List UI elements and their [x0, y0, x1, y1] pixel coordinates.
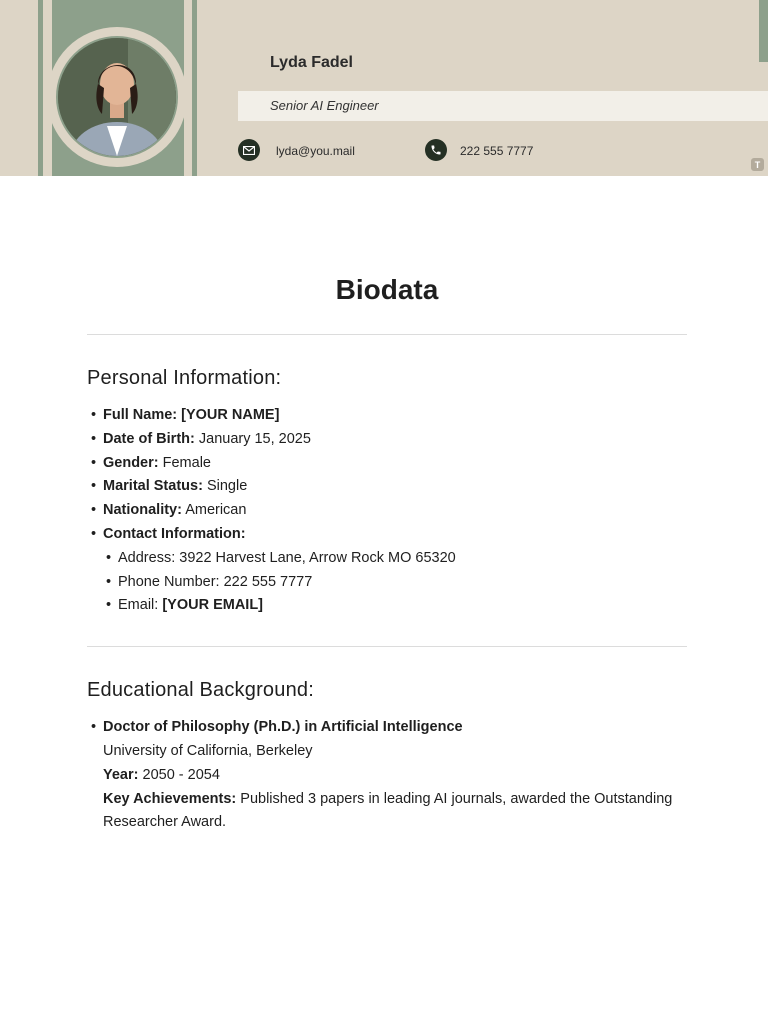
list-item: • Contact Information: • Address: 3922 Harvest Lane, Arrow Rock MO 65320 • Phone Number: 222 555 7777 • Email: [YOUR EMAIL] — [103, 523, 687, 618]
list-item: • Nationality: American — [103, 499, 687, 523]
list-item: • Full Name: [YOUR NAME] — [103, 404, 687, 428]
list-item: • Date of Birth: January 15, 2025 — [103, 428, 687, 452]
profile-photo — [56, 36, 178, 158]
decorative-stripe — [759, 0, 768, 62]
envelope-icon — [238, 139, 260, 161]
education-list — [87, 716, 687, 835]
template-badge-icon: T — [751, 158, 764, 171]
personal-info-list — [87, 404, 687, 618]
biodata-content — [87, 270, 687, 835]
education-heading: Educational Background: — [87, 679, 314, 702]
personal-info-heading: Personal Information: — [87, 367, 282, 389]
phone-number: 222 555 7777 — [460, 144, 534, 158]
decorative-stripe — [38, 0, 43, 176]
decorative-stripe — [192, 0, 197, 176]
section-divider — [87, 646, 687, 647]
contact-sublist — [103, 547, 687, 618]
person-photo-icon — [58, 38, 176, 156]
list-item: • Address: 3922 Harvest Lane, Arrow Rock MO 65320 — [118, 547, 687, 571]
job-title-bar — [238, 91, 768, 121]
degree-name: Doctor of Philosophy (Ph.D.) in Artificial Intelligence — [103, 719, 463, 736]
list-item: • Phone Number: 222 555 7777 — [118, 571, 687, 595]
profile-header — [0, 0, 768, 176]
section-divider — [87, 334, 687, 335]
list-item: • Gender: Female — [103, 452, 687, 476]
job-title: Senior AI Engineer — [270, 98, 379, 113]
list-item: • Doctor of Philosophy (Ph.D.) in Artificial Intelligence University of California, Berkeley Year: 2050 - 2054 Key Achievements: Published 3 papers in leading AI journals, awarded the Outstanding Researcher Award. — [103, 716, 687, 835]
person-name: Lyda Fadel — [270, 54, 353, 71]
email-link[interactable]: lyda@you.mail — [276, 144, 355, 158]
document-title: Biodata — [335, 274, 439, 305]
university-name: University of California, Berkeley — [103, 742, 313, 759]
list-item: • Marital Status: Single — [103, 475, 687, 499]
list-item: • Email: [YOUR EMAIL] — [118, 594, 687, 618]
phone-icon — [425, 139, 447, 161]
